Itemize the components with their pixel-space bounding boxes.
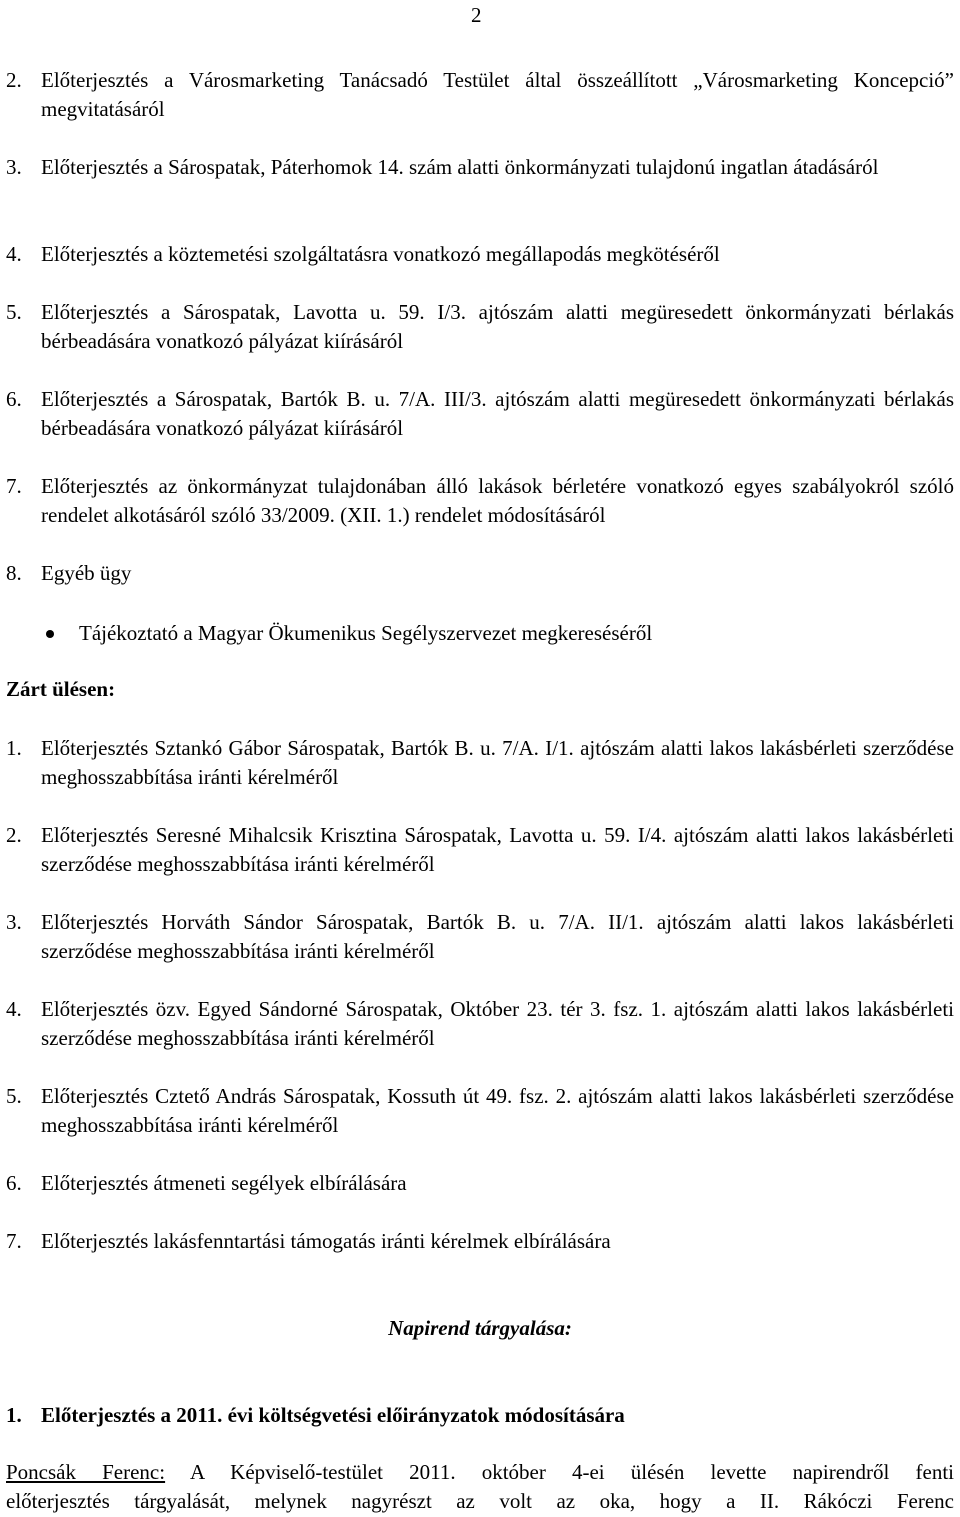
item-number: 6. [6,387,22,411]
item-number: 2. [6,68,22,92]
item-text: Előterjesztés a Városmarketing Tanácsadó Testület által összeállított „Városmarketing Koncepció” megvitatásáról [41,68,954,121]
item-number: 5. [6,1084,22,1108]
agenda-discussion-title: Napirend tárgyalása: [388,1316,572,1340]
item-text: Előterjesztés a Sárospatak, Lavotta u. 59. I/3. ajtószám alatti megüresedett önkormányzati bérlakás bérbeadására vonatkozó pályázat kiírásáról [41,300,954,353]
item-text: Előterjesztés a Sárospatak, Páterhomok 14. szám alatti önkormányzati tulajdonú ingatlan átadásáról [41,155,879,179]
item-text: Előterjesztés Horváth Sándor Sárospatak, Bartók B. u. 7/A. II/1. ajtószám alatti lakos lakásbérleti szerződése meghosszabbítása iránti kérelméről [41,910,954,963]
item-text: Előterjesztés lakásfenntartási támogatás iránti kérelmek elbírálására [41,1229,611,1253]
item-number: 7. [6,1229,22,1253]
agenda-list-item [6,153,954,182]
closed-session-item [6,1169,954,1198]
item-text: Előterjesztés Cztető András Sárospatak, Kossuth út 49. fsz. 2. ajtószám alatti lakos lakásbérleti szerződése meghosszabbítása iránti kérelméről [41,1084,954,1137]
item-text: Előterjesztés a Sárospatak, Bartók B. u. 7/A. III/3. ajtószám alatti megüresedett önkormányzati bérlakás bérbeadására vonatkozó pályázat kiírásáról [41,387,954,440]
closed-session-item [6,908,954,966]
item-number: 8. [6,561,22,585]
minutes-paragraph [6,1458,954,1516]
item-number: 7. [6,474,22,498]
item-text: Egyéb ügy [41,561,132,585]
item-number: 6. [6,1171,22,1195]
agenda-list-item [6,298,954,356]
agenda-list-item [6,66,954,124]
paragraph-line-1 [6,1458,954,1487]
item-number: 5. [6,300,22,324]
item-text: Előterjesztés az önkormányzat tulajdonában álló lakások bérletére vonatkozó egyes szabályokról szóló rendelet alkotásáról szóló 33/2009. (XII. 1.) rendelet módosításáról [41,474,954,527]
closed-session-item [6,995,954,1053]
item-text: Előterjesztés Sztankó Gábor Sárospatak, Bartók B. u. 7/A. I/1. ajtószám alatti lakos lakásbérleti szerződése meghosszabbítása iránti kérelméről [41,736,954,789]
item-text: Előterjesztés a köztemetési szolgáltatásra vonatkozó megállapodás megkötéséről [41,242,720,266]
item-text: Előterjesztés özv. Egyed Sándorné Sárospatak, Október 23. tér 3. fsz. 1. ajtószám alatti lakos lakásbérleti szerződése meghosszabbítása iránti kérelméről [41,997,954,1050]
agenda-list-item [6,559,954,588]
item-number: 1. [6,736,22,760]
agenda-list-item [6,472,954,530]
item-text: Előterjesztés átmeneti segélyek elbírálására [41,1171,407,1195]
item-text: Előterjesztés a 2011. évi költségvetési előirányzatok módosítására [41,1403,625,1427]
agenda-list-item [6,240,954,269]
item-number: 4. [6,997,22,1021]
item-number: 4. [6,242,22,266]
closed-session-heading: Zárt ülésen: [6,677,116,701]
agenda-list-item [6,385,954,443]
closed-session-item [6,1227,954,1256]
item-number: 3. [6,155,22,179]
paragraph-text: A Képviselő-testület 2011. október 4-ei ülésén levette napirendről fenti [165,1460,954,1484]
closed-session-item [6,1082,954,1140]
bullet-icon [46,630,54,638]
closed-session-item [6,821,954,879]
item-number: 3. [6,910,22,934]
item-number: 1. [6,1403,22,1427]
item-number: 2. [6,823,22,847]
closed-session-item [6,734,954,792]
bullet-text: Tájékoztató a Magyar Ökumenikus Segélyszervezet megkereséséről [79,621,653,645]
speaker-name: Poncsák Ferenc: [6,1460,166,1484]
page-number: 2 [471,3,482,27]
bullet-item [6,619,954,648]
item-text: Előterjesztés Seresné Mihalcsik Krisztina Sárospatak, Lavotta u. 59. I/4. ajtószám alatti lakos lakásbérleti szerződése meghosszabbítása iránti kérelméről [41,823,954,876]
agenda-discussion-item [6,1401,954,1430]
paragraph-line-2: előterjesztés tárgyalását, melynek nagyrészt az volt az oka, hogy a II. Rákóczi Ferenc [6,1489,954,1513]
